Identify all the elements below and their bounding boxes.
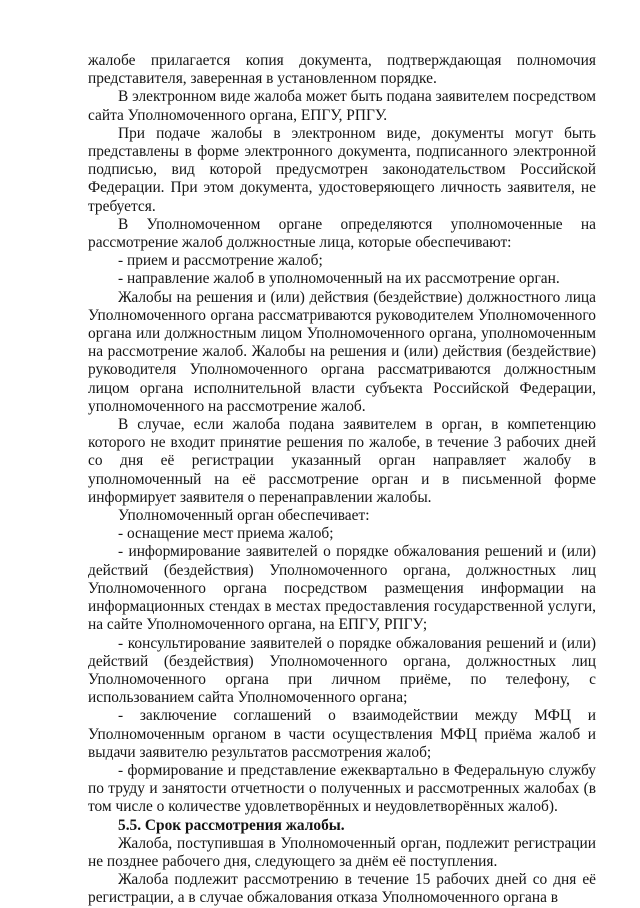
paragraph-authorized-officials: В Уполномоченном органе определяются уполномоченные на рассмотрение жалоб должностные лица, которые обеспечивают: (88, 215, 596, 252)
list-item-forward-complaints: - направление жалоб в уполномоченный на их рассмотрение орган. (118, 270, 560, 288)
list-item-receive-complaints: - прием и рассмотрение жалоб; (118, 252, 323, 270)
section-heading: 5.5. Срок рассмотрения жалобы. (118, 816, 345, 834)
paragraph-redirect-complaint: В случае, если жалоба подана заявителем в орган, в компетенцию которого не входит принятие решения по жалобе, в течение 3 рабочих дней со дня её регистрации указанный орган направляет жалобу в уполномоченный на её рассмотрение орган и в письменной форме информирует заявителя о перенаправлении жалобы. (88, 416, 596, 506)
paragraph-complaint-review: Жалобы на решения и (или) действия (бездействие) должностного лица Уполномоченного органа рассматриваются руководителем Уполномоченного органа или должностным лицом Уполномоченного органа, уполномоченным на рассмотрение жалоб. Жалобы на решения и (или) действия (бездействие) руководителя Уполномоченного органа рассматриваются должностным лицом органа исполнительной власти субъекта Российской Федерации, уполномоченного на рассмотрение жалоб. (88, 288, 596, 415)
list-item-consulting-applicants: - консультирование заявителей о порядке обжалования решений и (или) действий (бездействия) Уполномоченного органа, должностных лиц Уполномоченного органа при личном приёме, по телефону, с использованием сайта Уполномоченного органа; (88, 634, 596, 707)
paragraph-electronic-submission: В электронном виде жалоба может быть подана заявителем посредством сайта Уполномоченного органа, ЕПГУ, РПГУ. (88, 88, 596, 124)
list-item-reporting: - формирование и представление ежеквартально в Федеральную службу по труду и занятости отчетности о полученных и рассмотренных жалобах (в том числе о количестве удовлетворённых и неудовлетворённых жалоб). (88, 761, 596, 816)
document-page (88, 52, 596, 908)
paragraph-registration: Жалоба, поступившая в Уполномоченный орган, подлежит регистрации не позднее рабочего дня, следующего за днём её поступления. (88, 834, 596, 870)
paragraph-electronic-documents: При подаче жалобы в электронном виде, документы могут быть представлены в форме электронного документа, подписанного электронной подписью, вид которой предусмотрен законодательством Российской Федерации. При этом документа, удостоверяющего личность заявителя, не требуется. (88, 124, 596, 215)
list-item-agreements-mfc: - заключение соглашений о взаимодействии между МФЦ и Уполномоченным органом в части осуществления МФЦ приёма жалоб и выдачи заявителю результатов рассмотрения жалоб; (88, 707, 596, 761)
list-item-equipping-places: - оснащение мест приема жалоб; (118, 525, 334, 543)
list-item-informing-applicants: - информирование заявителей о порядке обжалования решений и (или) действий (бездействия) Уполномоченного органа, должностных лиц Уполномоченного органа посредством размещения информации на информационных стендах в местах предоставления государственной услуги, на сайте Уполномоченного органа, на ЕПГУ, РПГУ; (88, 543, 596, 634)
paragraph-continuation: жалобе прилагается копия документа, подтверждающая полномочия представителя, заверенная в установленном порядке. (88, 52, 596, 88)
paragraph-review-period: Жалоба подлежит рассмотрению в течение 15 рабочих дней со дня её регистрации, а в случае обжалования отказа Уполномоченного органа в (88, 871, 596, 907)
paragraph-authority-provides: Уполномоченный орган обеспечивает: (118, 507, 370, 525)
